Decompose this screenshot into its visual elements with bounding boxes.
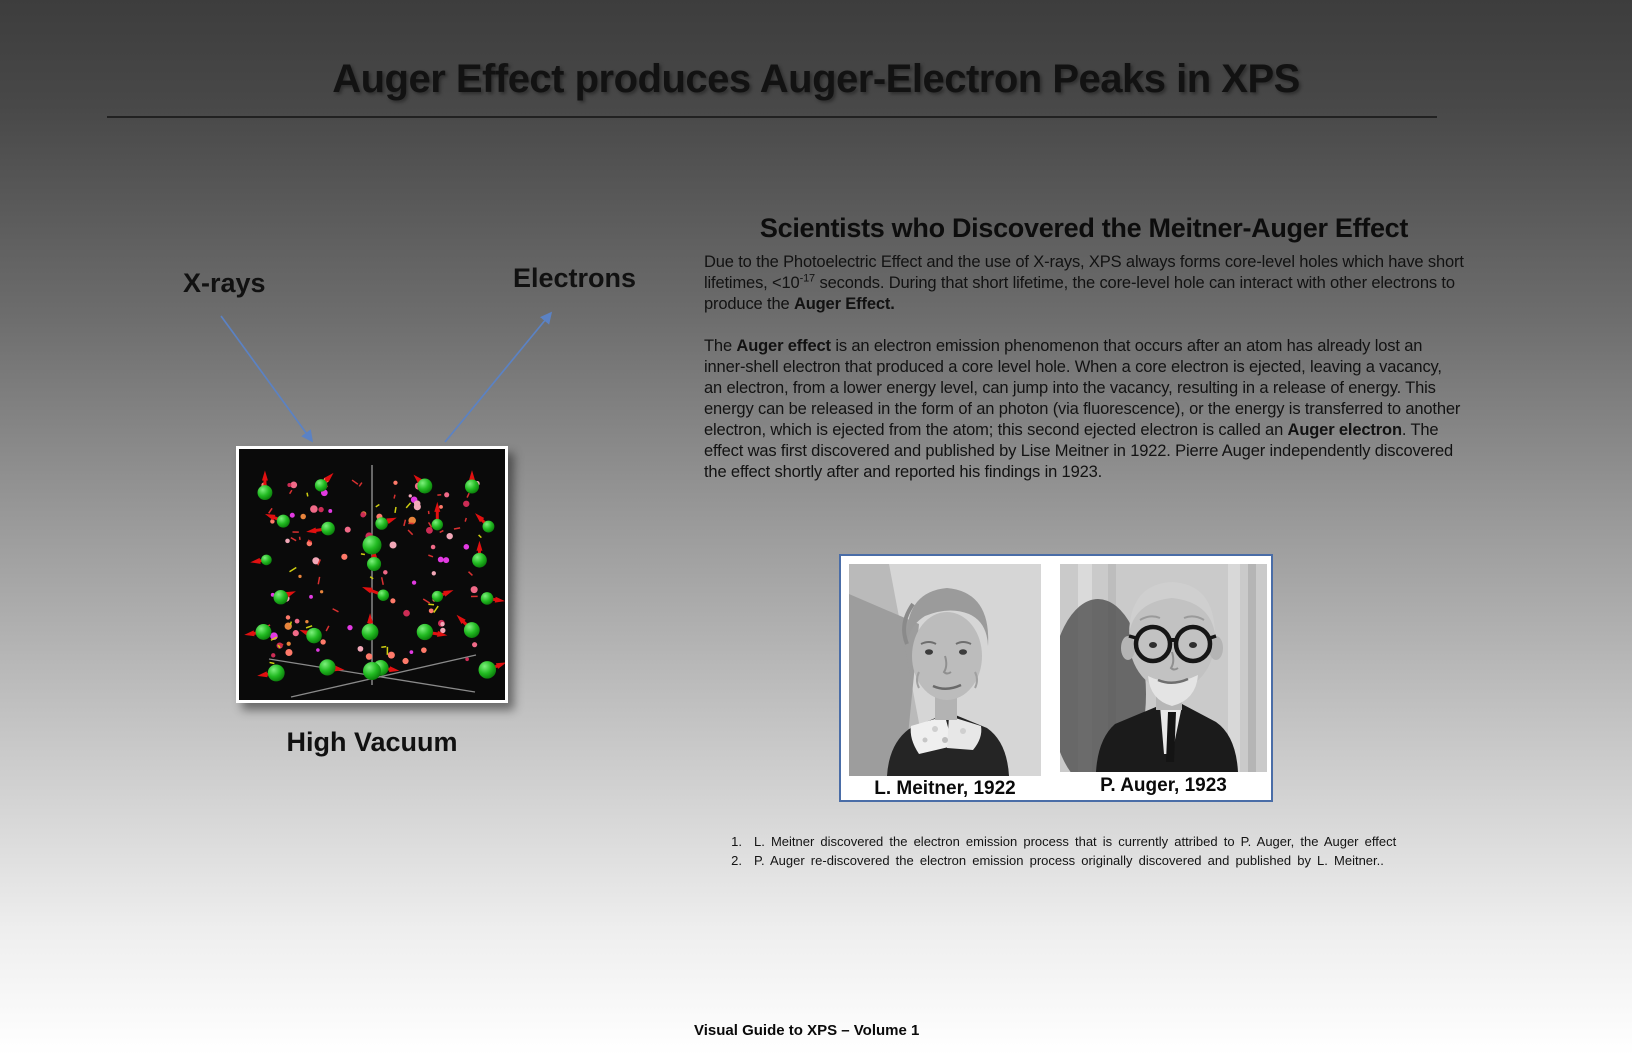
electrons-arrow (445, 313, 551, 442)
title-divider (107, 116, 1437, 118)
article-paragraph: The Auger effect is an electron emission phenomenon that occurs after an atom has already lost an inner-shell electron that produced a core level hole. When a core electron is ejected, leaving a vacancy, an electron, from a lower energy level, can jump into the vacancy, resulting in a release of energy. This energy can be released in the form of an photon (via fluorescence), or the energy is transferred to another electron, which is ejected from the atom; this second ejected electron is called an Auger electron. The effect was first discovered and published by Lise Meitner in 1922. Pierre Auger independently discovered the effect shortly after and reported his findings in 1923. (704, 337, 1461, 481)
page-title: Auger Effect produces Auger-Electron Peaks in XPS (332, 57, 1300, 101)
photo-panel (839, 554, 1273, 802)
high-vacuum-caption: High Vacuum (286, 727, 458, 757)
footer-text: Visual Guide to XPS – Volume 1 (694, 1022, 920, 1039)
note-item: 2. P. Auger re-discovered the electron emission process originally discovered and published by L. Meitner.. (731, 853, 1384, 868)
article-paragraph: Due to the Photoelectric Effect and the use of X-rays, XPS always forms core-level holes which have short lifetimes, $<10^{-17}$ seconds. During that short lifetime, the core-level hole can interact with other electrons to produce the Auger Effect. (704, 253, 1464, 313)
meitner-caption: L. Meitner, 1922 (874, 778, 1016, 799)
crystal-figure (236, 446, 508, 703)
auger-caption: P. Auger, 1923 (1100, 775, 1227, 796)
article-heading: Scientists who Discovered the Meitner-Auger Effect (759, 213, 1409, 243)
article-body (704, 252, 1464, 504)
notes-list (726, 834, 1446, 872)
beam-arrows (180, 300, 580, 450)
crystal-lattice-image (239, 449, 505, 700)
xrays-arrow (221, 316, 312, 441)
electrons-label: Electrons (513, 263, 637, 293)
meitner-portrait-photo (849, 564, 1041, 776)
auger-portrait-photo (1060, 564, 1267, 772)
note-item: 1. L. Meitner discovered the electron emission process that is currently attribed to P. Auger, the Auger effect (731, 834, 1397, 849)
xrays-label: X-rays (183, 268, 266, 298)
